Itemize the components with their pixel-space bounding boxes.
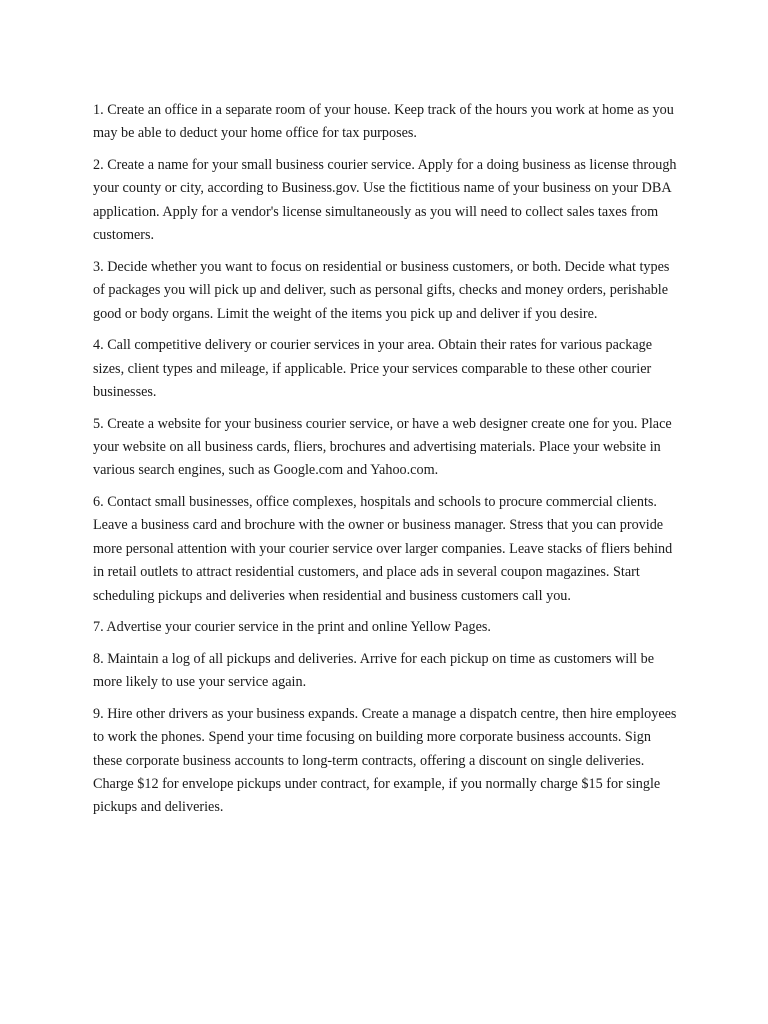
paragraph-step-8: 8. Maintain a log of all pickups and deliveries. Arrive for each pickup on time as customers will be more likely to use your service again. bbox=[93, 650, 655, 691]
paragraph-step-4: 4. Call competitive delivery or courier services in your area. Obtain their rates for various package sizes, client types and mileage, if applicable. Price your services comparable to these other courier businesses. bbox=[93, 337, 653, 401]
paragraph-step-7: 7. Advertise your courier service in the print and online Yellow Pages. bbox=[93, 619, 491, 636]
paragraph-step-5: 5. Create a website for your business courier service, or have a web designer create one for you. Place your website on all business cards, fliers, brochures and advertising materials. Place your website in various search engines, such as Google.com and Yahoo.com. bbox=[93, 415, 672, 479]
paragraph-step-3: 3. Decide whether you want to focus on residential or business customers, or both. Decide what types of packages you will pick up and deliver, such as personal gifts, checks and money orders, perishable good or body organs. Limit the weight of the items you pick up and deliver if you desire. bbox=[93, 258, 670, 322]
paragraph-step-2: 2. Create a name for your small business courier service. Apply for a doing business as license through your county or city, according to Business.gov. Use the fictitious name of your business on your DBA application. Apply for a vendor's license simultaneously as you will need to collect sales taxes from customers. bbox=[93, 157, 677, 244]
document-body bbox=[93, 99, 683, 828]
paragraph-step-6: 6. Contact small businesses, office complexes, hospitals and schools to procure commercial clients. Leave a business card and brochure with the owner or business manager. Stress that you can provide more personal attention with your courier service over larger companies. Leave stacks of fliers behind in retail outlets to attract residential customers, and place ads in several coupon magazines. Start scheduling pickups and deliveries when residential and business customers call you. bbox=[93, 494, 673, 604]
paragraph-step-9: 9. Hire other drivers as your business expands. Create a manage a dispatch centre, then hire employees to work the phones. Spend your time focusing on building more corporate business accounts. Sign these corporate business accounts to long-term contracts, offering a discount on single deliveries. Charge $12 for envelope pickups under contract, for example, if you normally charge $15 for single pickups and deliveries. bbox=[93, 705, 677, 816]
paragraph-step-1: 1. Create an office in a separate room of your house. Keep track of the hours you work at home as you may be able to deduct your home office for tax purposes. bbox=[93, 102, 674, 142]
